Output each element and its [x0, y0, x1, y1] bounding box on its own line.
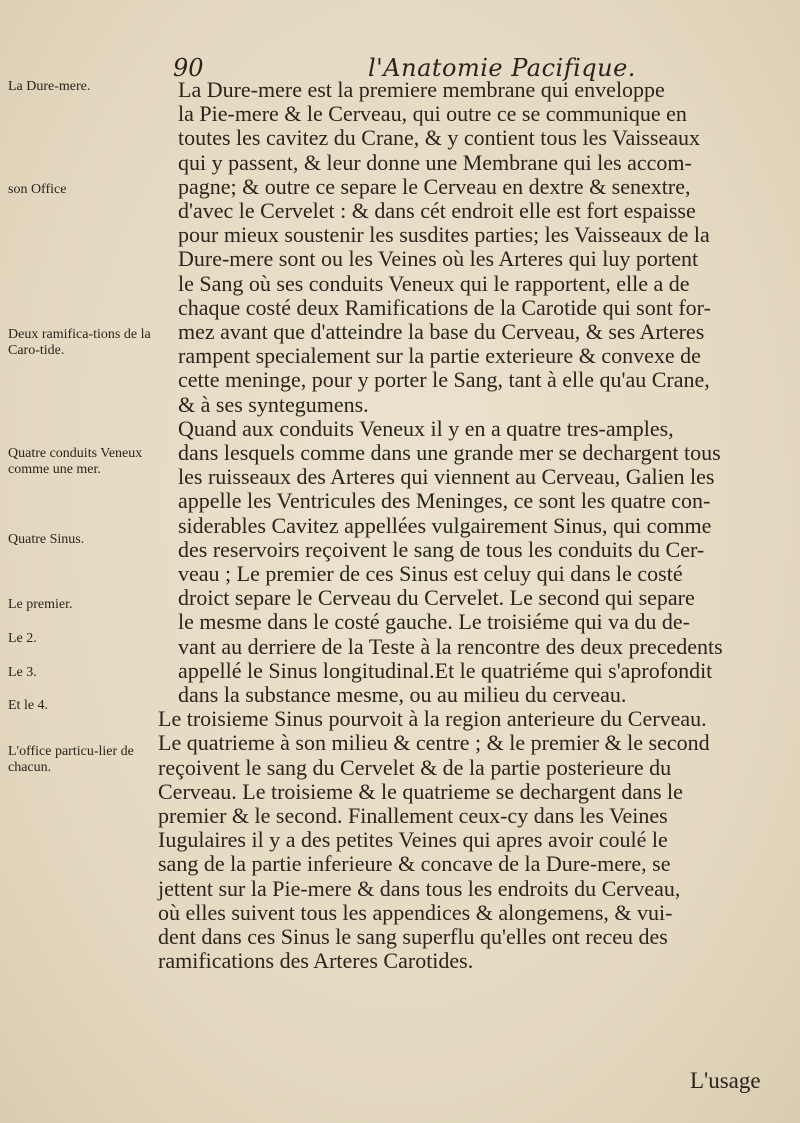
text-line: sang de la partie inferieure & concave de la Dure-mere, se [158, 851, 671, 877]
text-line: Iugulaires il y a des petites Veines qui apres avoir coulé le [158, 827, 668, 853]
text-line: dans lesquels comme dans une grande mer se dechargent tous [178, 440, 721, 465]
text-line: reçoivent le sang du Cervelet & de la partie posterieure du [158, 754, 672, 780]
text-line: Le quatrieme à son milieu & centre ; & le premier & le second [158, 730, 710, 756]
text-line: appellé le Sinus longitudinal.Et le quatriéme qui s'aprofondit [178, 657, 713, 683]
text-line: pour mieux soustenir les susdites parties; les Vaisseaux de la [178, 222, 710, 248]
text-line: premier & le second. Finallement ceux-cy dans les Veines [158, 803, 668, 828]
text-line: dans la substance mesme, ou au milieu du cerveau. [178, 682, 627, 707]
text-line: mez avant que d'atteindre la base du Cerveau, & ses Arteres [178, 319, 705, 344]
text-line: où elles suivent tous les appendices & alongemens, & vui- [158, 899, 673, 925]
text-line: chaque costé deux Ramifications de la Carotide qui sont for- [178, 294, 711, 320]
text-line: toutes les cavitez du Crane, & y contient tous les Vaisseaux [178, 125, 700, 151]
text-line: jettent sur la Pie-mere & dans tous les endroits du Cerveau, [158, 875, 681, 901]
text-line: rampent specialement sur la partie exterieure & convexe de [178, 343, 701, 369]
margin-note: L'office particu-lier de chacun. [8, 744, 134, 775]
text-line: cette meninge, pour y porter le Sang, tant à elle qu'au Crane, [178, 367, 710, 393]
text-line: Le troisieme Sinus pourvoit à la region anterieure du Cerveau. [158, 706, 707, 732]
margin-note: Le premier. [8, 597, 73, 612]
margin-note: son Office [8, 182, 67, 197]
text-line: vant au derriere de la Teste à la rencontre des deux precedents [178, 633, 723, 659]
margin-note: Deux ramifica-tions de la Caro-tide. [8, 327, 151, 358]
text-line: droict separe le Cerveau du Cervelet. Le second qui separe [178, 585, 695, 611]
text-line: des reservoirs reçoivent le sang de tous les conduits du Cer- [178, 536, 705, 562]
text-line: le mesme dans le costé gauche. Le troisiéme qui va du de- [178, 609, 690, 635]
margin-note: Le 2. [8, 631, 37, 646]
text-line: veau ; Le premier de ces Sinus est celuy qui dans le costé [178, 561, 683, 586]
text-line: & à ses syntegumens. [178, 391, 369, 417]
text-line: ramifications des Arteres Carotides. [158, 948, 474, 974]
margin-note: La Dure-mere. [8, 79, 91, 94]
text-line: dent dans ces Sinus le sang superflu qu'elles ont receu des [158, 924, 668, 949]
text-line: Cerveau. Le troisieme & le quatrieme se dechargent dans le [158, 778, 683, 804]
running-title: l'Anatomie Pacifique. [368, 54, 636, 82]
catchword: L'usage [690, 1068, 761, 1093]
text-line: les ruisseaux des Arteres qui viennent au Cerveau, Galien les [178, 464, 715, 490]
text-line: appelle les Ventricules des Meninges, ce sont les quatre con- [178, 488, 711, 514]
text-line: la Pie-mere & le Cerveau, qui outre ce se communique en [178, 101, 687, 127]
margin-note: Quatre conduits Veneux comme une mer. [8, 446, 143, 477]
text-line: siderables Cavitez appellées vulgairement Sinus, qui comme [178, 512, 712, 538]
margin-note: Quatre Sinus. [8, 532, 85, 547]
text-line: qui y passent, & leur donne une Membrane qui les accom- [178, 149, 692, 175]
margin-note: Le 3. [8, 665, 37, 680]
text-line: Dure-mere sont ou les Veines où les Arteres qui luy portent [178, 246, 699, 272]
text-line: d'avec le Cervelet : & dans cét endroit elle est fort espaisse [178, 198, 696, 223]
page-number: 90 [173, 54, 204, 82]
text-line: Quand aux conduits Veneux il y en a quatre tres-amples, [178, 415, 674, 441]
margin-note: Et le 4. [8, 698, 49, 713]
text-line: La Dure-mere est la premiere membrane qui enveloppe [178, 77, 665, 102]
text-line: le Sang où ses conduits Veneux qui le rapportent, elle a de [178, 270, 690, 296]
text-line: pagne; & outre ce separe le Cerveau en dextre & senextre, [178, 173, 691, 199]
